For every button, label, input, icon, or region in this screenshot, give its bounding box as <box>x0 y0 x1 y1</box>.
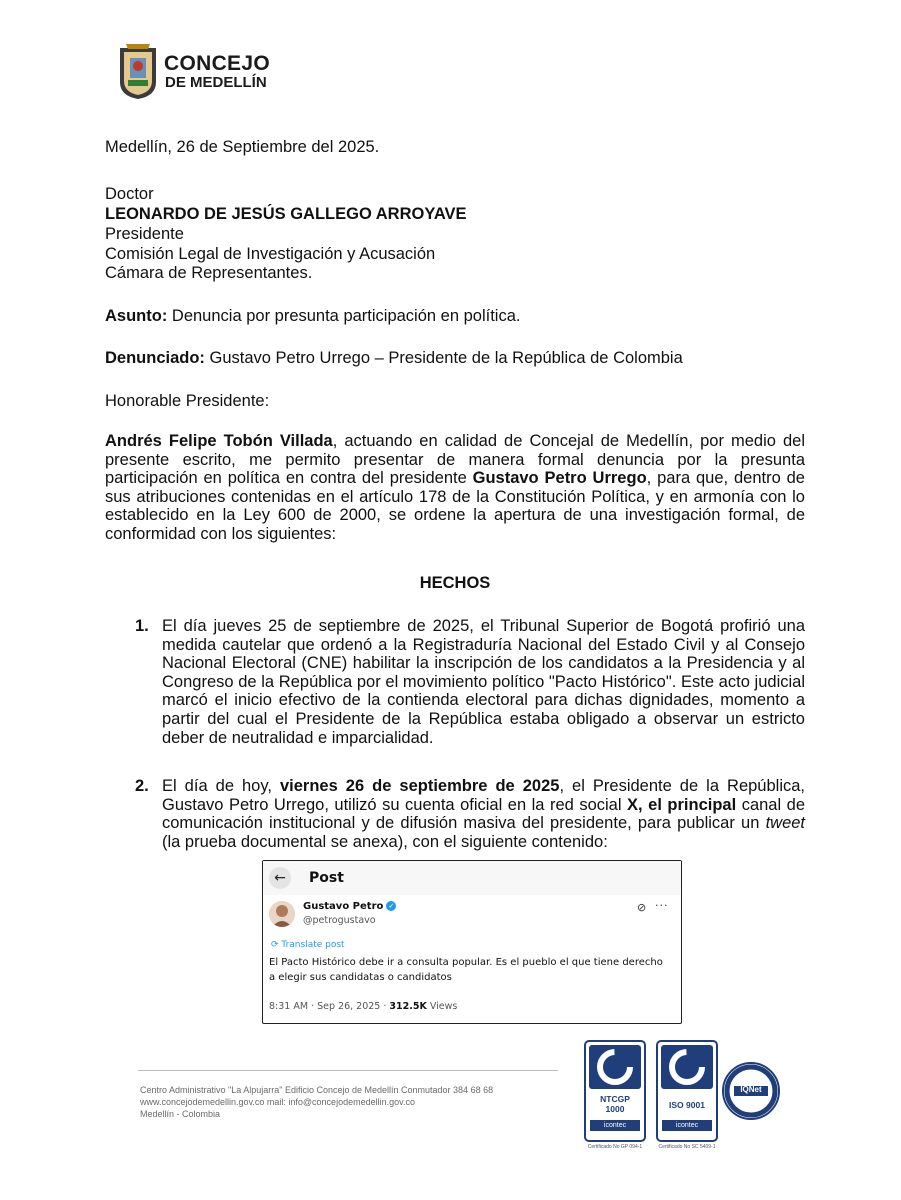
author-name[interactable] <box>303 901 396 912</box>
verified-badge-icon: ✓ <box>386 901 396 911</box>
fact2-text-3: canal de comunicación institucional y de difusión masiva del presidente, para publicar un <box>162 795 805 833</box>
cert1-label-line1: NTCGP <box>600 1094 630 1104</box>
tweet-timestamp: 8:31 AM · Sep 26, 2025 · <box>269 1001 390 1012</box>
recipient-salutation: Doctor <box>105 185 154 203</box>
accused-label: Denunciado: <box>105 349 205 367</box>
footer-address <box>140 1084 493 1120</box>
fact1-number: 1. <box>135 617 149 635</box>
cert2-number: Certificado No SC 5409-1 <box>658 1144 716 1150</box>
intro-text-2: , para que, dentro de sus atribuciones contenidas en el artículo 178 de la Constitución Política, y en armonía con lo establecido en la Ley 600 de 2000, se ordene la apertura de una investigación formal, de conformidad con los siguientes: <box>105 469 805 543</box>
concejo-shield-logo <box>118 42 158 100</box>
fact2-text-1: El día de hoy, <box>162 777 280 795</box>
tweet-meta <box>269 1001 457 1012</box>
subject-text: Denuncia por presunta participación en política. <box>167 307 521 325</box>
grok-icon[interactable]: ⊘ <box>637 901 647 914</box>
tweet-header <box>263 861 681 895</box>
iso9001-certification-seal <box>656 1040 718 1150</box>
author-avatar[interactable] <box>269 901 295 927</box>
fact2-number: 2. <box>135 777 149 795</box>
fact2-text-4: (la prueba documental se anexa), con el siguiente contenido: <box>162 832 608 851</box>
footer-line2: www.concejodemedellin.gov.co mail: info@concejodemedellin.gov.co <box>140 1097 415 1107</box>
translate-icon: ⟳ <box>271 940 282 950</box>
recipient-chamber: Cámara de Representantes. <box>105 264 313 282</box>
recipient-title: Presidente <box>105 225 184 243</box>
recipient-name: LEONARDO DE JESÚS GALLEGO ARROYAVE <box>105 205 467 223</box>
cert2-brand: icontec <box>662 1120 712 1131</box>
fact2-paragraph <box>162 777 805 851</box>
complainant-name: Andrés Felipe Tobón Villada <box>105 432 333 450</box>
cert2-label: ISO 9001 <box>669 1100 705 1110</box>
fact2-text-2: , el Presidente de la República, Gustavo Petro Urrego, utilizó su cuenta oficial en la red social <box>162 777 805 814</box>
tweet-header-title: Post <box>309 870 344 886</box>
cert1-brand: icontec <box>590 1120 640 1131</box>
cert1-label-line2: 1000 <box>605 1104 625 1114</box>
fact2-tweet-word: tweet <box>765 814 805 833</box>
iqnet-certification-seal <box>722 1062 780 1120</box>
footer-divider <box>138 1070 558 1071</box>
intro-text-1: , actuando en calidad de Concejal de Medellín, por medio del presente escrito, me permito presentar de manera formal denuncia por la presunta participación en política en contra del presidente <box>105 432 805 487</box>
accused-text: Gustavo Petro Urrego – Presidente de la República de Colombia <box>204 349 683 367</box>
ntcgp-certification-seal <box>584 1040 646 1150</box>
more-options-icon[interactable]: ··· <box>655 899 669 912</box>
accused-line <box>105 348 683 368</box>
tweet-text: El Pacto Histórico debe ir a consulta popular. Es el pueblo el que tiene derecho a elegir sus candidatas o candidatos <box>269 957 663 983</box>
greeting: Honorable Presidente: <box>105 392 270 410</box>
icontec-c-icon <box>589 1045 641 1089</box>
recipient-commission: Comisión Legal de Investigación y Acusación <box>105 245 436 263</box>
iqnet-label: IQNet <box>740 1085 762 1094</box>
intro-paragraph <box>105 432 805 543</box>
footer-line3: Medellín - Colombia <box>140 1109 221 1119</box>
intro-accused-name: Gustavo Petro Urrego <box>472 469 647 487</box>
tweet-views-label: Views <box>426 1001 458 1012</box>
fact1-text: El día jueves 25 de septiembre de 2025, el Tribunal Superior de Bogotá profirió una medida cautelar que ordenó a la Registraduría Nacional del Estado Civil y al Consejo Nacional Electoral (CNE) habilitar la inscripción de los candidatos a la Presidencia y al Congreso de la República por el movimiento político "Pacto Histórico". Este acto judicial marcó el inicio efectivo de la contienda electoral para dichas dignidades, momento a partir del cual el Presidente de la República estaba obligado a observar un estricto deber de neutralidad e imparcialidad. <box>162 617 805 747</box>
back-arrow-icon[interactable]: ← <box>269 867 291 889</box>
author-handle[interactable]: @petrogustavo <box>303 915 376 926</box>
author-name-text: Gustavo Petro <box>303 901 384 912</box>
fact2-platform: X, el principal <box>627 795 737 814</box>
org-name-line2: DE MEDELLÍN <box>165 74 267 91</box>
icontec-c-icon <box>661 1045 713 1089</box>
translate-label: Translate post <box>281 940 345 950</box>
tweet-views-count: 312.5K <box>389 1001 427 1012</box>
fact2-date: viernes 26 de septiembre de 2025 <box>279 777 560 795</box>
translate-post-link[interactable] <box>271 940 345 950</box>
tweet-screenshot <box>262 860 682 1024</box>
footer-line1: Centro Administrativo "La Alpujarra" Edificio Concejo de Medellín Conmutador 384 68 68 <box>140 1085 494 1095</box>
org-name-line1: CONCEJO <box>164 52 270 75</box>
cert1-number: Certificado No GP 094-1 <box>587 1144 643 1150</box>
section-heading: HECHOS <box>419 574 491 592</box>
subject-line <box>105 306 520 326</box>
letter-date: Medellín, 26 de Septiembre del 2025. <box>105 138 380 156</box>
subject-label: Asunto: <box>105 307 168 325</box>
